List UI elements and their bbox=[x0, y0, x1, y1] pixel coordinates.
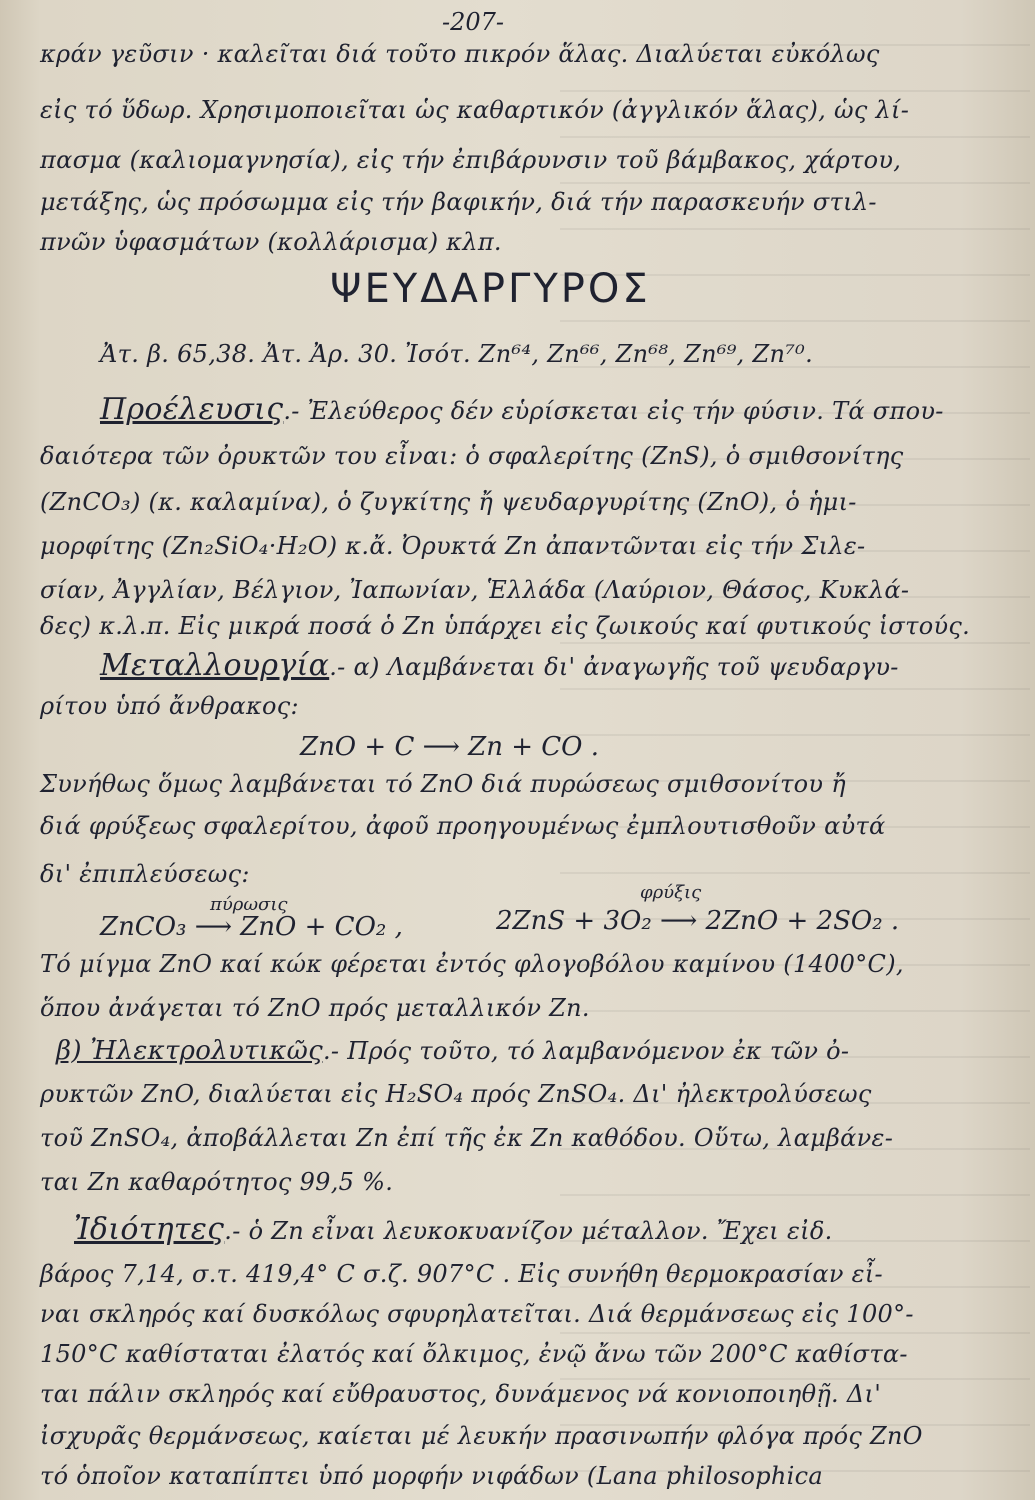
section-title: ΨΕΥΔΑΡΓΥΡΟΣ bbox=[330, 266, 651, 312]
proeleusis-heading: Προέλευσις bbox=[100, 392, 284, 427]
atomic-data-line: Ἀτ. β. 65,38. Ἀτ. Ἀρ. 30. Ἰσότ. Zn⁶⁴, Zn⁶⁶, Zn⁶⁸, Zn⁶⁹, Zn⁷⁰. bbox=[100, 340, 814, 368]
text-line: ρίτου ὑπό ἄνθρακος: bbox=[40, 692, 299, 720]
equation-fryxis: 2ZnS + 3O₂ ⟶ 2ZnO + 2SO₂ . bbox=[496, 906, 900, 936]
text-line: κράν γεῦσιν · καλεῖται διά τοῦτο πικρόν ἅλας. Διαλύεται εὐκόλως bbox=[40, 40, 880, 68]
text-line: τό ὁποῖον καταπίπτει ὑπό μορφήν νιφάδων (Lana philosophica bbox=[40, 1462, 823, 1490]
text-line: τοῦ ZnSO₄, ἀποβάλλεται Zn ἐπί τῆς ἐκ Zn καθόδου. Οὕτω, λαμβάνε- bbox=[40, 1124, 894, 1152]
equation-reduction: ZnO + C ⟶ Zn + CO . bbox=[300, 732, 599, 762]
arrow-label-pyrosis: πύρωσις bbox=[210, 894, 288, 915]
text-line: εἰς τό ὕδωρ. Χρησιμοποιεῖται ὡς καθαρτικόν (ἀγγλικόν ἅλας), ὡς λί- bbox=[40, 96, 910, 124]
text-line: Συνήθως ὅμως λαμβάνεται τό ZnO διά πυρώσεως σμιθσονίτου ἤ bbox=[40, 770, 846, 798]
proeleusis-text: .- Ἐλεύθερος δέν εὑρίσκεται εἰς τήν φύσιν. Τά σπου- bbox=[283, 397, 944, 425]
idiotites-line bbox=[74, 1212, 833, 1247]
text-line: βάρος 7,14, σ.τ. 419,4° C σ.ζ. 907°C . Εἰς συνήθη θερμοκρασίαν εἶ- bbox=[40, 1260, 883, 1288]
page-number: -207- bbox=[442, 8, 505, 36]
text-line: ὅπου ἀνάγεται τό ZnO πρός μεταλλικόν Zn. bbox=[40, 994, 590, 1022]
metallourgia-text: .- α) Λαμβάνεται δι' ἀναγωγῆς τοῦ ψευδαργυ- bbox=[329, 653, 899, 681]
text-line: ναι σκληρός καί δυσκόλως σφυρηλατεῖται. Διά θερμάνσεως εἰς 100°- bbox=[40, 1300, 914, 1328]
equation-pyrosis: ZnCO₃ ⟶ ZnO + CO₂ , bbox=[100, 912, 403, 942]
text-line: Τό μίγμα ZnO καί κώκ φέρεται ἐντός φλογοβόλου καμίνου (1400°C), bbox=[40, 950, 904, 978]
text-line: πασμα (καλιομαγνησία), εἰς τήν ἐπιβάρυνσιν τοῦ βάμβακος, χάρτου, bbox=[40, 146, 902, 174]
idiotites-text: .- ὁ Zn εἶναι λευκοκυανίζον μέταλλον. Ἔχει εἰδ. bbox=[224, 1217, 833, 1245]
text-line: δαιότερα τῶν ὀρυκτῶν του εἶναι: ὁ σφαλερίτης (ZnS), ὁ σμιθσονίτης bbox=[40, 442, 904, 470]
metallourgia-heading: Μεταλλουργία bbox=[100, 648, 330, 683]
electrolytic-line bbox=[56, 1036, 849, 1066]
text-line: ρυκτῶν ZnO, διαλύεται εἰς H₂SO₄ πρός ZnSO₄. Δι' ἠλεκτρολύσεως bbox=[40, 1080, 872, 1108]
text-line: μετάξης, ὡς πρόσωμμα εἰς τήν βαφικήν, διά τήν παρασκευήν στιλ- bbox=[40, 188, 877, 216]
text-line: ἰσχυρᾶς θερμάνσεως, καίεται μέ λευκήν πρασινωπήν φλόγα πρός ZnO bbox=[40, 1422, 923, 1450]
electrolytic-text: .- Πρός τοῦτο, τό λαμβανόμενον ἐκ τῶν ὀ- bbox=[322, 1037, 850, 1065]
text-line: δες) κ.λ.π. Εἰς μικρά ποσά ὁ Zn ὑπάρχει εἰς ζωικούς καί φυτικούς ἱστούς. bbox=[40, 612, 971, 640]
text-line: (ZnCO₃) (κ. καλαμίνα), ὁ ζυγκίτης ἤ ψευδαργυρίτης (ZnO), ὁ ἡμι- bbox=[40, 488, 857, 516]
text-line: μορφίτης (Zn₂SiO₄·H₂O) κ.ἄ. Ὀρυκτά Zn ἀπαντῶνται εἰς τήν Σιλε- bbox=[40, 532, 866, 560]
metallourgia-line bbox=[100, 648, 899, 683]
text-line: διά φρύξεως σφαλερίτου, ἀφοῦ προηγουμένως ἐμπλουτισθοῦν αὐτά bbox=[40, 812, 886, 840]
arrow-label-fryxis: φρύξις bbox=[640, 882, 702, 903]
text-line: ται πάλιν σκληρός καί εὔθραυστος, δυνάμενος νά κονιοποιηθῇ. Δι' bbox=[40, 1380, 882, 1408]
text-line: 150°C καθίσταται ἐλατός καί ὄλκιμος, ἐνῷ ἄνω τῶν 200°C καθίστα- bbox=[40, 1340, 908, 1368]
electrolytic-heading: β) Ἠλεκτρολυτικῶς bbox=[56, 1036, 323, 1066]
text-line: πνῶν ὑφασμάτων (κολλάρισμα) κλπ. bbox=[40, 228, 502, 256]
text-line: σίαν, Ἀγγλίαν, Βέλγιον, Ἰαπωνίαν, Ἑλλάδα (Λαύριον, Θάσος, Κυκλά- bbox=[40, 576, 910, 604]
text-line: ται Zn καθαρότητος 99,5 %. bbox=[40, 1168, 394, 1196]
text-line: δι' ἐπιπλεύσεως: bbox=[40, 860, 250, 888]
idiotites-heading: Ἰδιότητες bbox=[74, 1212, 225, 1247]
proeleusis-line bbox=[100, 392, 944, 427]
